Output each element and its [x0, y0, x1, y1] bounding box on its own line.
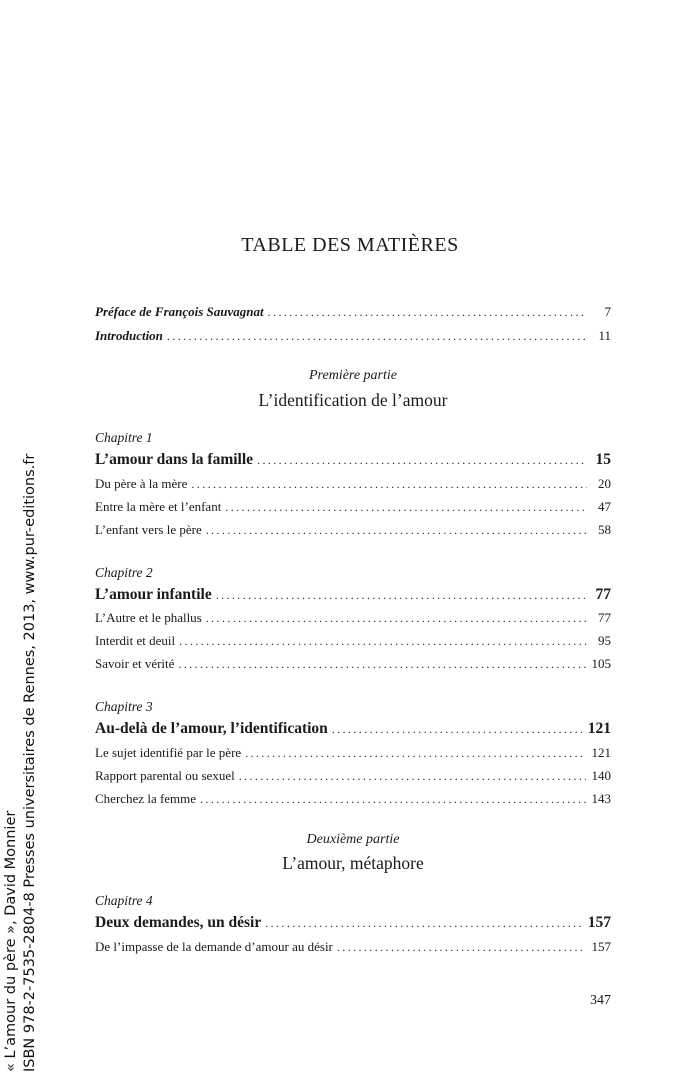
- page-number: 7: [604, 304, 611, 319]
- page-number: 77: [595, 586, 611, 603]
- entry-label: L’Autre et le phallus: [95, 610, 202, 625]
- toc-entry-section[interactable]: [95, 476, 611, 492]
- page-number: 157: [591, 939, 611, 954]
- toc-entry-section[interactable]: [95, 791, 611, 807]
- credit-line-isbn: ISBN 978-2-7535-2804-8 Presses universitaires de Rennes, 2013, www.pur-editions.fr: [22, 453, 38, 1072]
- chapter-label: Chapitre 3: [95, 699, 153, 714]
- dot-leader: [268, 305, 587, 320]
- entry-label: Interdit et deuil: [95, 633, 176, 648]
- entry-label: Savoir et vérité: [95, 656, 175, 671]
- page-number: 157: [587, 914, 611, 931]
- page-number: 20: [598, 476, 611, 491]
- dot-leader: [167, 329, 587, 344]
- toc-entry-section[interactable]: [95, 610, 611, 626]
- entry-label: Rapport parental ou sexuel: [95, 768, 235, 783]
- entry-label: De l’impasse de la demande d’amour au désir: [95, 939, 333, 954]
- dot-leader: [225, 500, 587, 515]
- dot-leader: [216, 588, 587, 603]
- dot-leader: [257, 453, 587, 468]
- dot-leader: [178, 657, 585, 672]
- part-label: Première partie: [309, 368, 397, 383]
- entry-label: L’amour dans la famille: [95, 451, 254, 468]
- page-number: 140: [591, 768, 611, 783]
- page-number: 143: [591, 791, 611, 806]
- entry-label: L’enfant vers le père: [95, 522, 202, 537]
- dot-leader: [191, 477, 587, 492]
- dot-leader: [265, 916, 582, 931]
- dot-leader: [332, 722, 582, 737]
- part-title: L’identification de l’amour: [258, 390, 448, 410]
- page-number: 121: [591, 745, 611, 760]
- dot-leader: [337, 940, 586, 955]
- dot-leader: [206, 523, 587, 538]
- toc-entry-introduction[interactable]: [95, 328, 611, 344]
- entry-label: Deux demandes, un désir: [95, 914, 262, 931]
- entry-label: Introduction: [95, 328, 163, 343]
- toc-entry-chapter-4[interactable]: [95, 914, 611, 932]
- dot-leader: [245, 746, 585, 761]
- chapter-label: Chapitre 4: [95, 893, 153, 908]
- toc-entry-chapter-2[interactable]: [95, 586, 611, 604]
- toc-entry-chapter-1[interactable]: [95, 451, 611, 469]
- toc-entry-section[interactable]: [95, 499, 611, 515]
- entry-label: Entre la mère et l’enfant: [95, 499, 222, 514]
- chapter-label: Chapitre 2: [95, 565, 153, 580]
- dot-leader: [200, 792, 585, 807]
- toc-entry-section[interactable]: [95, 522, 611, 538]
- page-number: 58: [598, 522, 611, 537]
- entry-label: Du père à la mère: [95, 476, 188, 491]
- page-number: 95: [598, 633, 611, 648]
- page-number: 105: [591, 656, 611, 671]
- toc-entry-section[interactable]: [95, 939, 611, 955]
- page-number: 77: [598, 610, 611, 625]
- entry-label: Au-delà de l’amour, l’identification: [95, 720, 328, 737]
- dot-leader: [179, 634, 587, 649]
- toc-entry-preface[interactable]: [95, 304, 611, 320]
- page-number: 121: [587, 720, 611, 737]
- page-title: TABLE DES MATIÈRES: [241, 234, 459, 256]
- chapter-label: Chapitre 1: [95, 430, 153, 445]
- part-title: L’amour, métaphore: [282, 853, 424, 873]
- entry-label: L’amour infantile: [95, 586, 212, 603]
- credit-line-title: « L’amour du père », David Monnier: [3, 810, 19, 1072]
- page-number: 15: [595, 451, 611, 468]
- page-folio: 347: [590, 993, 611, 1008]
- toc-entry-section[interactable]: [95, 633, 611, 649]
- page-number: 11: [598, 328, 611, 343]
- entry-label: Le sujet identifié par le père: [95, 745, 242, 760]
- part-label: Deuxième partie: [306, 832, 400, 847]
- toc-entry-section[interactable]: [95, 745, 611, 761]
- toc-entry-section[interactable]: [95, 656, 611, 672]
- entry-label: Cherchez la femme: [95, 791, 197, 806]
- entry-label: Préface de François Sauvagnat: [95, 304, 264, 319]
- side-credit: [2, 453, 40, 1072]
- page-number: 47: [598, 499, 611, 514]
- dot-leader: [239, 769, 586, 784]
- toc-entry-chapter-3[interactable]: [95, 720, 611, 738]
- dot-leader: [206, 611, 587, 626]
- toc-entry-section[interactable]: [95, 768, 611, 784]
